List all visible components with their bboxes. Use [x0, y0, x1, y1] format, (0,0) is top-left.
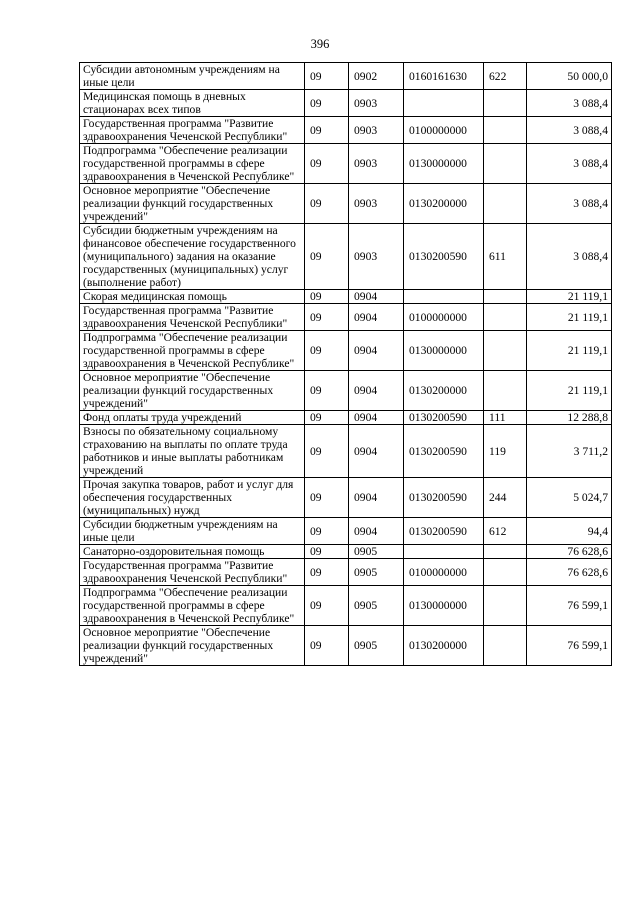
- row-expense-type: 111: [484, 411, 527, 425]
- table-row: [80, 371, 612, 411]
- row-subsection-code: 0903: [349, 224, 404, 290]
- row-name: Подпрограмма "Обеспечение реализации государственной программы в сфере здравоохранения в Чеченской Республике": [80, 144, 305, 184]
- table-row: [80, 290, 612, 304]
- row-target-code: 0130200590: [404, 425, 484, 478]
- table-row: [80, 586, 612, 626]
- row-name: Субсидии автономным учреждениям на иные цели: [80, 63, 305, 90]
- row-target-code: 0130200590: [404, 478, 484, 518]
- row-name: Подпрограмма "Обеспечение реализации государственной программы в сфере здравоохранения в Чеченской Республике": [80, 586, 305, 626]
- row-name: Фонд оплаты труда учреждений: [80, 411, 305, 425]
- row-amount: 21 119,1: [527, 304, 612, 331]
- row-name: Субсидии бюджетным учреждениям на финансовое обеспечение государственного (муниципального) задания на оказание государственных (муниципальных) услуг (выполнение работ): [80, 224, 305, 290]
- table-row: [80, 545, 612, 559]
- row-subsection-code: 0905: [349, 559, 404, 586]
- row-amount: 3 088,4: [527, 144, 612, 184]
- table-row: [80, 331, 612, 371]
- row-subsection-code: 0905: [349, 586, 404, 626]
- row-name: Медицинская помощь в дневных стационарах всех типов: [80, 90, 305, 117]
- row-expense-type: 244: [484, 478, 527, 518]
- row-subsection-code: 0903: [349, 117, 404, 144]
- row-target-code: 0130200590: [404, 518, 484, 545]
- row-amount: 76 628,6: [527, 559, 612, 586]
- row-amount: 3 088,4: [527, 117, 612, 144]
- row-amount: 21 119,1: [527, 290, 612, 304]
- row-subsection-code: 0905: [349, 626, 404, 666]
- row-section-code: 09: [305, 559, 349, 586]
- row-target-code: [404, 90, 484, 117]
- row-amount: 3 088,4: [527, 224, 612, 290]
- table-row: [80, 90, 612, 117]
- row-expense-type: [484, 586, 527, 626]
- row-amount: 5 024,7: [527, 478, 612, 518]
- row-amount: 21 119,1: [527, 371, 612, 411]
- row-section-code: 09: [305, 117, 349, 144]
- row-name: Взносы по обязательному социальному страхованию на выплаты по оплате труда работников и иные выплаты работникам учреждений: [80, 425, 305, 478]
- row-section-code: 09: [305, 411, 349, 425]
- row-target-code: 0130200000: [404, 371, 484, 411]
- row-target-code: 0100000000: [404, 117, 484, 144]
- row-amount: 3 088,4: [527, 184, 612, 224]
- row-target-code: 0100000000: [404, 559, 484, 586]
- row-expense-type: [484, 331, 527, 371]
- row-target-code: [404, 290, 484, 304]
- row-name: Субсидии бюджетным учреждениям на иные цели: [80, 518, 305, 545]
- row-subsection-code: 0904: [349, 331, 404, 371]
- row-expense-type: 612: [484, 518, 527, 545]
- table-row: [80, 224, 612, 290]
- row-expense-type: [484, 117, 527, 144]
- row-expense-type: 611: [484, 224, 527, 290]
- row-amount: 76 599,1: [527, 626, 612, 666]
- row-subsection-code: 0903: [349, 90, 404, 117]
- page-number: 396: [310, 37, 330, 51]
- row-amount: 21 119,1: [527, 331, 612, 371]
- row-section-code: 09: [305, 478, 349, 518]
- table-row: [80, 184, 612, 224]
- table-row: [80, 425, 612, 478]
- row-name: Подпрограмма "Обеспечение реализации государственной программы в сфере здравоохранения в Чеченской Республике": [80, 331, 305, 371]
- row-expense-type: [484, 626, 527, 666]
- row-expense-type: [484, 290, 527, 304]
- row-section-code: 09: [305, 331, 349, 371]
- row-target-code: 0100000000: [404, 304, 484, 331]
- row-expense-type: 119: [484, 425, 527, 478]
- row-section-code: 09: [305, 586, 349, 626]
- row-subsection-code: 0903: [349, 144, 404, 184]
- row-target-code: 0130200590: [404, 411, 484, 425]
- row-target-code: 0130000000: [404, 586, 484, 626]
- row-subsection-code: 0904: [349, 425, 404, 478]
- row-name: Санаторно-оздоровительная помощь: [80, 545, 305, 559]
- row-name: Основное мероприятие "Обеспечение реализации функций государственных учреждений": [80, 626, 305, 666]
- row-expense-type: [484, 144, 527, 184]
- row-amount: 3 088,4: [527, 90, 612, 117]
- row-subsection-code: 0904: [349, 290, 404, 304]
- row-name: Государственная программа "Развитие здравоохранения Чеченской Республики": [80, 117, 305, 144]
- row-amount: 3 711,2: [527, 425, 612, 478]
- row-amount: 76 628,6: [527, 545, 612, 559]
- row-name: Государственная программа "Развитие здравоохранения Чеченской Республики": [80, 304, 305, 331]
- row-subsection-code: 0903: [349, 184, 404, 224]
- row-expense-type: [484, 559, 527, 586]
- row-expense-type: 622: [484, 63, 527, 90]
- row-expense-type: [484, 371, 527, 411]
- row-subsection-code: 0904: [349, 304, 404, 331]
- row-section-code: 09: [305, 545, 349, 559]
- table-row: [80, 304, 612, 331]
- budget-table: [79, 62, 612, 666]
- row-target-code: 0130200590: [404, 224, 484, 290]
- row-name: Государственная программа "Развитие здравоохранения Чеченской Республики": [80, 559, 305, 586]
- row-target-code: [404, 545, 484, 559]
- row-name: Прочая закупка товаров, работ и услуг для обеспечения государственных (муниципальных) нужд: [80, 478, 305, 518]
- table-row: [80, 626, 612, 666]
- row-target-code: 0130200000: [404, 626, 484, 666]
- row-section-code: 09: [305, 425, 349, 478]
- row-section-code: 09: [305, 144, 349, 184]
- table-row: [80, 559, 612, 586]
- row-target-code: 0160161630: [404, 63, 484, 90]
- row-target-code: 0130000000: [404, 144, 484, 184]
- row-amount: 12 288,8: [527, 411, 612, 425]
- table-row: [80, 518, 612, 545]
- row-section-code: 09: [305, 184, 349, 224]
- row-name: Основное мероприятие "Обеспечение реализации функций государственных учреждений": [80, 184, 305, 224]
- row-subsection-code: 0904: [349, 371, 404, 411]
- row-subsection-code: 0904: [349, 411, 404, 425]
- row-section-code: 09: [305, 290, 349, 304]
- row-expense-type: [484, 90, 527, 117]
- row-amount: 50 000,0: [527, 63, 612, 90]
- row-amount: 94,4: [527, 518, 612, 545]
- row-target-code: 0130200000: [404, 184, 484, 224]
- table-body: [80, 63, 612, 666]
- table-row: [80, 117, 612, 144]
- row-name: Основное мероприятие "Обеспечение реализации функций государственных учреждений": [80, 371, 305, 411]
- row-expense-type: [484, 545, 527, 559]
- row-expense-type: [484, 304, 527, 331]
- table-row: [80, 411, 612, 425]
- row-section-code: 09: [305, 626, 349, 666]
- row-section-code: 09: [305, 304, 349, 331]
- row-section-code: 09: [305, 224, 349, 290]
- row-section-code: 09: [305, 371, 349, 411]
- row-name: Скорая медицинская помощь: [80, 290, 305, 304]
- row-amount: 76 599,1: [527, 586, 612, 626]
- row-section-code: 09: [305, 63, 349, 90]
- table-row: [80, 63, 612, 90]
- row-subsection-code: 0904: [349, 518, 404, 545]
- row-section-code: 09: [305, 90, 349, 117]
- row-subsection-code: 0902: [349, 63, 404, 90]
- row-section-code: 09: [305, 518, 349, 545]
- row-expense-type: [484, 184, 527, 224]
- row-target-code: 0130000000: [404, 331, 484, 371]
- table-row: [80, 478, 612, 518]
- row-subsection-code: 0905: [349, 545, 404, 559]
- row-subsection-code: 0904: [349, 478, 404, 518]
- table-row: [80, 144, 612, 184]
